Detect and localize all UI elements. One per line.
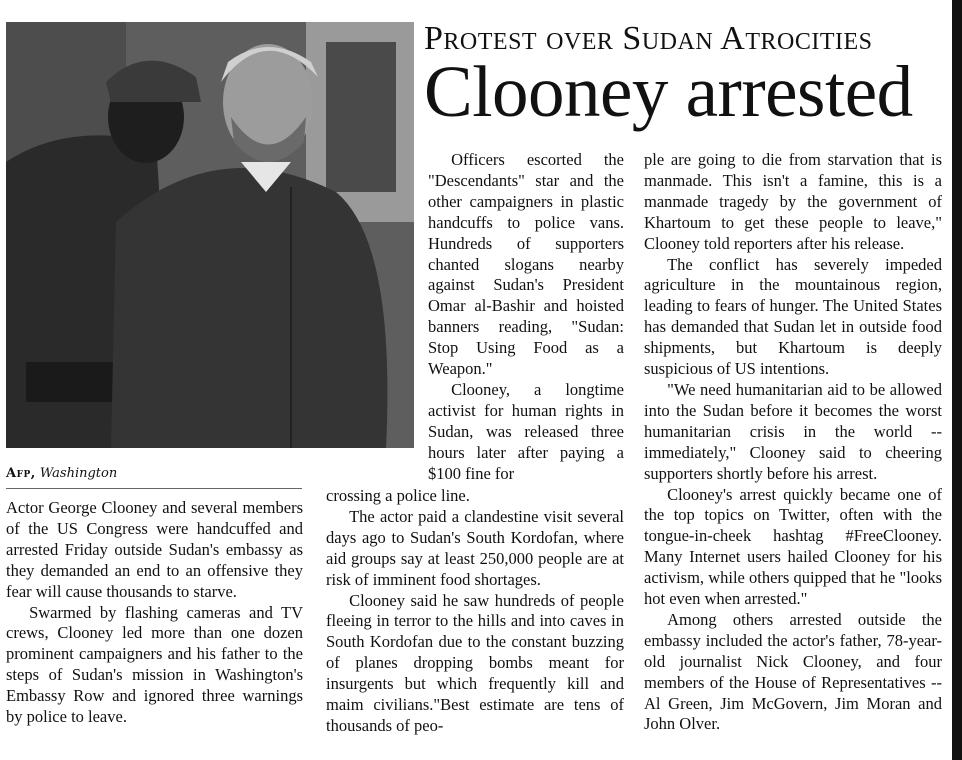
paragraph: Actor George Clooney and several members of the US Congress were handcuffed and arrested Friday outside Sudan's embassy as they demanded an end to an offensive they fear will cause thousands to starve. [6,498,303,601]
credit-place: Washington [39,466,118,481]
column-3 [644,150,942,735]
news-photo-icon [6,22,414,448]
page-edge-border [952,0,962,760]
article-kicker: Protest over Sudan Atrocities [424,20,873,57]
column-2-top [428,150,624,485]
paragraph: The actor paid a clandestine visit several days ago to Sudan's South Kordofan, where aid groups say at least 250,000 people are at risk of imminent food shortages. [326,506,624,589]
column-2-bottom [326,486,624,737]
column-1 [6,498,303,728]
credit-agency: Afp, [6,466,36,481]
paragraph: Among others arrested outside the embassy included the actor's father, 78-year-old journalist Nick Clooney, and four members of the House of Representatives -- Al Green, Jim McGovern, Jim Moran and John Olver. [644,609,942,734]
photo-credit [6,466,117,481]
paragraph: Swarmed by flashing cameras and TV crews, Clooney led more than one dozen prominent campaigners and his father to the steps of Sudan's mission in Washington's Embassy Row and ignored three warnings by police to leave. [6,602,303,727]
credit-divider [6,488,302,489]
paragraph: ple are going to die from starvation that is manmade. This isn't a famine, this is a manmade tragedy by the government of Khartoum to get these people to leave," Clooney told reporters after his release. [644,150,942,253]
paragraph: Clooney's arrest quickly became one of the top topics on Twitter, often with the tongue-in-cheek hashtag #FreeClooney. Many Internet users hailed Clooney for his activism, while others quipped that he "looks hot even when arrested." [644,484,942,609]
paragraph: Officers escorted the "Descendants" star and the other campaigners in plastic handcuffs to police vans. Hundreds of supporters chanted slogans nearby against Sudan's President Omar al-Bashir and hoisted banners reading, "Sudan: Stop Using Food as a Weapon." [428,150,624,379]
paragraph: The conflict has severely impeded agriculture in the mountainous region, leading to fears of hunger. The United States has demanded that Sudan let in outside food shipments, but Khartoum is deeply suspicious of US intentions. [644,254,942,379]
paragraph: crossing a police line. [326,486,470,505]
article-headline: Clooney arrested [424,51,913,132]
paragraph: Clooney, a longtime activist for human rights in Sudan, was released three hours later after paying a $100 fine for [428,379,624,483]
paragraph: Clooney said he saw hundreds of people fleeing in terror to the hills and into caves in South Kordofan due to the constant buzzing of planes dropping bombs meant for insurgents but which frequently kill and maim civilians."Best estimate are tens of thousands of peo- [326,590,624,735]
news-photo [6,22,414,448]
paragraph: "We need humanitarian aid to be allowed into the Sudan before it becomes the worst humanitarian crisis in the world -- immediately," Clooney said to cheering supporters shortly before his arrest. [644,379,942,483]
